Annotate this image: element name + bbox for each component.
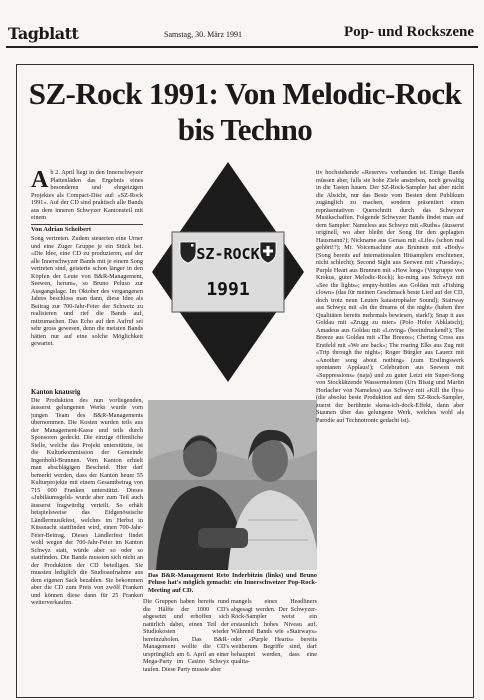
swiss-cross-horizontal	[263, 250, 273, 253]
right-column	[316, 169, 464, 601]
lead-paragraph: b 2. April liegt in den Innerschwyzer Plattenläden das Ergebnis eines besonderen und ehrgeizigen Projektes als Compact-Disc auf: «SZ-Rock 1991». Auf der CD sind praktisch alle Bands aus dem inneren Schwyzer Kantonsteil mit einem	[31, 169, 143, 221]
cd-label-title: SZ-ROCK	[196, 245, 260, 263]
cd-label-year: 1991	[206, 279, 250, 300]
shield-cross-mark	[191, 244, 194, 247]
masthead-rule	[6, 46, 478, 48]
headline-line-1: SZ-Rock 1991: Von Melodic-Rock	[28, 76, 462, 111]
article-headline	[20, 76, 470, 148]
body-paragraph-4: mangels eines Headliners abgesagt werden. Der Schwyzer-Rock-Sampler weist ein erstaunlich hohes Niveau auf. Während Bands wie «Stairways» oder «Purple Hearts» bereits weitherum Begriffe sind, darf behauptet werden, dass eine qualita-	[231, 598, 317, 665]
cd-cover-svg	[150, 160, 306, 384]
body-paragraph-1: Song vertreten. Zudem steuerten eine Urner und eine Zuger Gruppe je ein Stück bei. «Die Idee, eine CD zu produzieren, auf der alle Innerschwyzer Bands mit je einem Song vertreten sind, geisterte schon länger in den Köpfen der Leute von B&R-Management, Seewen, herum», so Bruno Peluso zur Ausgangslage. Im Oktober des vergangenen Jahres beschloss man dann, diese Idee als Beitrag zur 700-Jahr-Feier der Schweiz zu realisieren und rief die Bands auf, mitzumachen. Das Echo auf den Aufruf sei sehr gross gewesen, denn die meisten Bands hätten nur auf eine solche Möglichkeit gewartet.	[31, 235, 143, 347]
drop-cap: A	[31, 169, 49, 193]
photo-illustration	[148, 400, 317, 570]
photo-caption: Das B&R-Management Reto Inderbitzin (links) und Bruno Peluso hat's möglich gemacht: ein Innerschweizer Pop-Rock-Meeting auf CD.	[148, 572, 317, 594]
subheading-kanton-knausrig: Kanton knausrig	[31, 389, 81, 396]
cd-cover-graphic	[150, 160, 306, 384]
body-paragraph-2: Die Produktion des nun vorliegenden, äusserst gelungenen Werks wurde vom jungen Team des B&R-Managements übernommen. Die Kosten wurden teils aus der Management-Kasse und teils durch Sponsoren gedeckt. Die einzige öffentliche Stelle, welche das Projekt unterstützte, ist die Kulturkommission der Gemeinde Ingenbohl-Brunnen. Vom Kanton erhielt man abschlägigen Bescheid. Hier darf bemerkt werden, dass der Kanton heuer 55 Kulturprojekte mit einem Gesamtbetrag von 715 000 Franken unterstützt. Dieses «Jubiläumsgeld» wurde aber zum Teil auch äusserst fragwürdig verteilt. So erhält beispielsweise das Eidgenössische Ländlermusikfest, welches im Herbst in Küssnacht stattfinden wird, einen 700-Jahr-Feier-Beitrag. Dieses Ländlerfest findet wohl wegen der 700-Jahr-Feier im Kanton Schwyz statt, würde aber so oder so stattfinden. Die Bands mussten sich nicht an der Produktion der CD beteiligen. Sie mussten lediglich die Studioaufnahme aus dem eigenen Sack bezahlen. Sie bekommen aber die CD zum Preis von zwölf Franken und können diese dann für 25 Franken weiterverkaufen.	[31, 396, 143, 606]
schwyz-shield-icon	[180, 242, 196, 263]
middle-column-a	[143, 598, 229, 682]
newspaper-logo: Tagblatt	[8, 24, 79, 43]
middle-column-b	[231, 598, 317, 682]
issue-date: Samstag, 30. März 1991	[164, 30, 242, 39]
body-paragraph-3: Die Gruppen haben bereits rund die Hälfte der 1000 CD's abgesetzt und erhoffen sich natürlich dabei, einen Teil der Studiokosten wieder hereinzuholen. Das B&R-Management wollte die CD's ursprünglich am 6. April an einer Mega-Party im Casino Schwyz taufen. Diese Party musste aber	[143, 598, 229, 673]
section-title: Pop- und Rockszene	[343, 24, 474, 40]
headline-line-2: bis Techno	[177, 112, 313, 147]
left-column	[31, 389, 143, 685]
body-paragraph-5: tiv hochstehende «Reserve» vorhanden ist. Einige Bands müssen aber, falls sie hohe Ziele anstreben, noch gewaltig in die Tasten hauen. Der SZ-Rock-Sampler hat aber nicht die Absicht, nur das Beste vom Besten dem Publikum zugänglich zu machen, sondern präsentiert einen repräsentativen Querschnitt durch das Schwyzer Musikschaffen. Folgende Schwyzer Bands findet man auf dem Sampler: Nameless aus Schwyz mit «Ruths» (äusserst originell, wo aber bleibt der Song für den geplagten Hausmann?); Nickname aus Gersau mit «Life» (schon mal gehört!?); Mr. Voicemachine aus Brunnen mit «Body» (Song bereits auf internationalen Hitsamplers erschienen, nicht schlecht); Second Sight aus Seewen mit «Tuesday»; Purple Heart aus Brunnen mit «How long» (Vorgruppe von Krokus, guter Melodic-Rock); ko-ming aus Schwyz mit «See the lights»; empty-bottles aus Goldau mit «Fishing clown» (das für meinen Geschmack beste Lied auf der CD, doch trotz neun Leuten katastrophaler Sound); Stairway aus Schwyz mit «In the dreams of the night» (haben ihre Qualitäten bereits mehrmals bewiesen, stark!); Snap it aus Goldau mit «Zrugg zu mier» (Polo Hofer Abklatsch); Amadeus aus Goldau mit «Loving» (beeindruckend!); The Breeze aus Goldau mit «The Breeze»; Chering Cross aus Erstfeld mit «We are back»; The roaring Elks aus Zug mit «Trip through the night»; Roger Bürgler aus Lauerz mit «Another song about nothing» (zum Erstlingswerk spontanen Applaus!); Celebration aus Seewen mit «Suppressions» (naja) und zu guter Letzt ein Super-Song von Stocklätzende Wassermelonen (Urs Bissig und Martin Horlacher von Nameless) aus Schwyz mit «Kill the flys» (die absolut beste Produktion auf dem SZ-Rock-Sampler, zuerst der berühmte skena-ich-dock-Effekt, dann aber Staunen über das gelungene Werk, welches wohl als Parodie auf Technotronic gedacht ist).	[316, 169, 464, 424]
masthead	[6, 22, 478, 44]
byline: Von Adrian Scheibert	[31, 224, 143, 234]
band-managers-photo	[148, 400, 317, 570]
